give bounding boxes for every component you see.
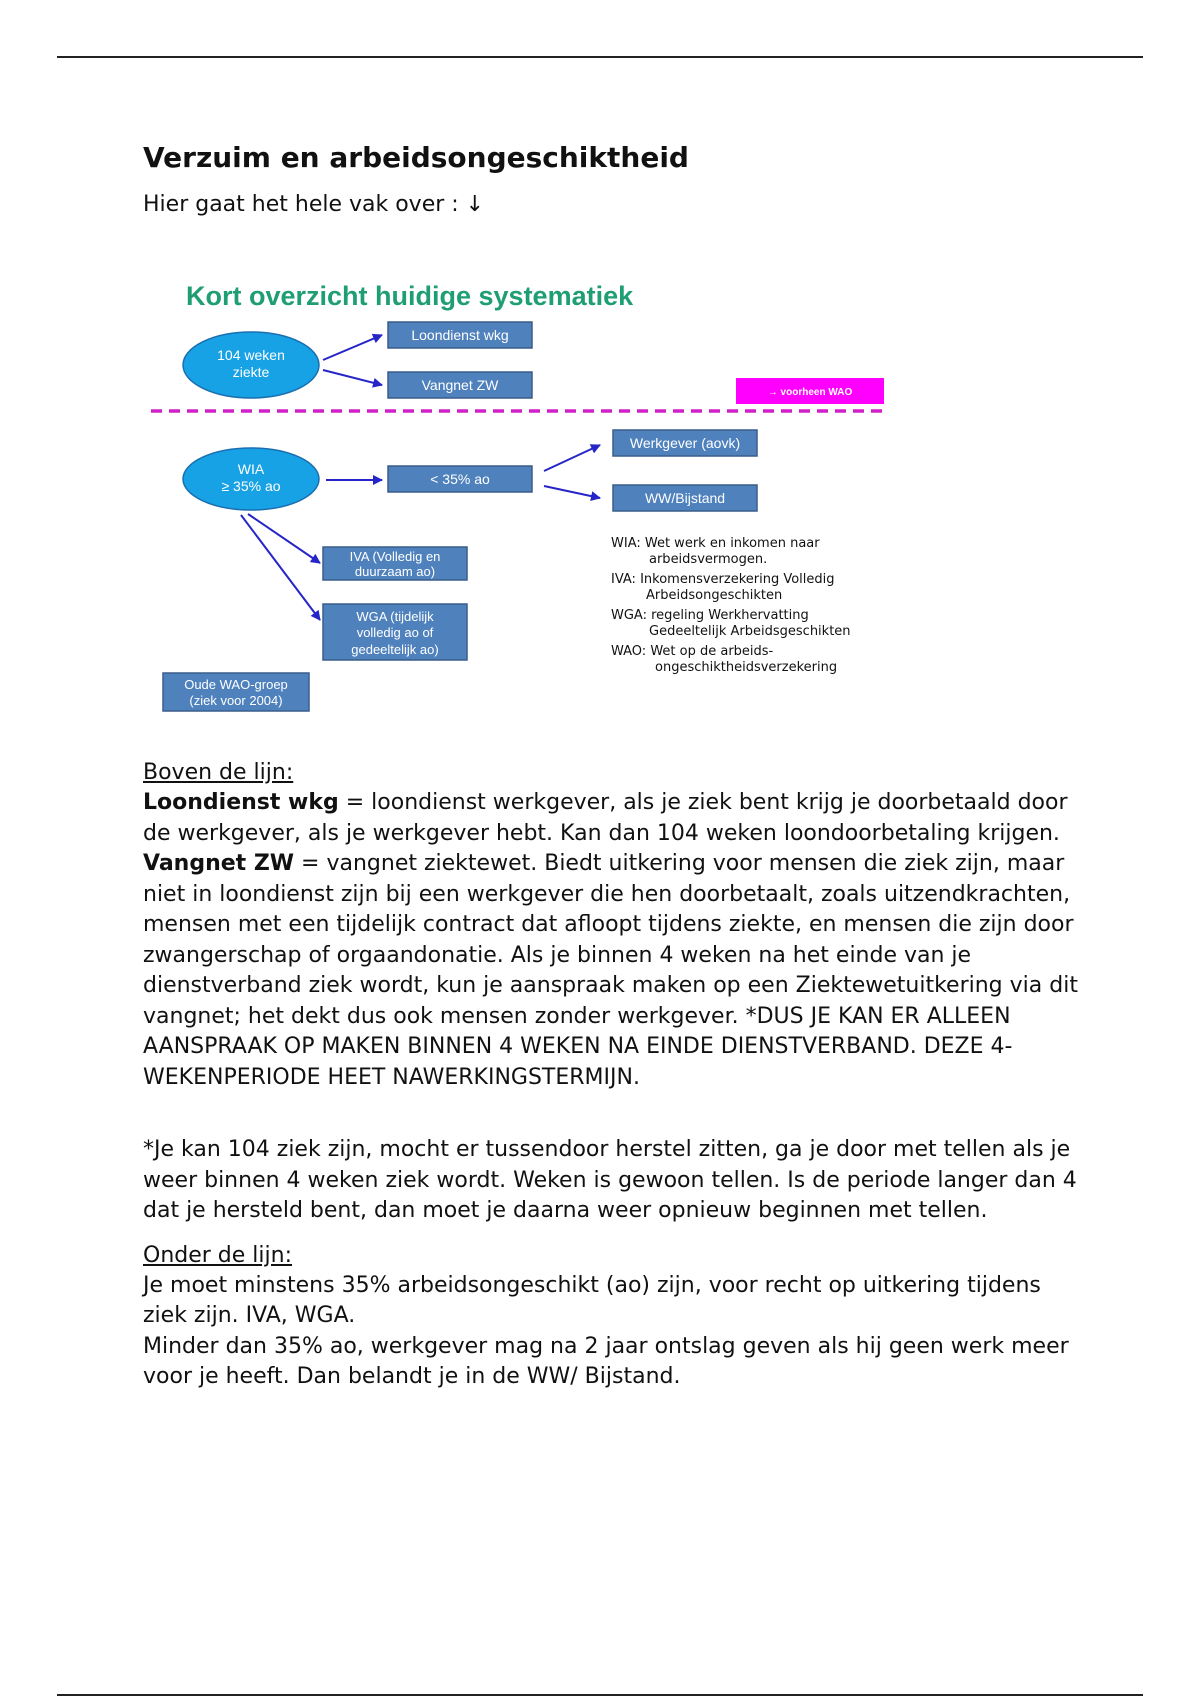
term-loondienst: Loondienst wkg [143,790,339,815]
box-oude-wao-line2: (ziek voor 2004) [189,693,283,708]
diagram-svg [146,272,906,742]
arrow-to-ww [544,486,600,498]
box-oude-wao-line1: Oude WAO-groep [184,677,288,692]
box-wga-line1: WGA (tijdelijk [356,609,434,624]
box-ww-label: WW/Bijstand [644,490,726,506]
overview-diagram [146,272,906,742]
box-lt35-label: < 35% ao [430,471,490,487]
legend-line-2: arbeidsvermogen. [649,552,768,567]
term-vangnet: Vangnet ZW [143,851,295,876]
loondienst-text: = loondienst werkgever, als je ziek bent krijg je doorbetaald door de werkgever, als je werkgever hebt. Kan dan 104 weken loondoorbetaling krijgen. [143,790,1068,846]
arrow-to-wga [241,515,320,620]
box-wga-line3: gedeeltelijk ao) [351,642,439,657]
arrow-to-vangnet [323,370,382,385]
section-onder-heading: Onder de lijn: [143,1242,292,1268]
ellipse-104-line1: 104 weken [217,347,285,363]
box-loondienst-label: Loondienst wkg [411,327,509,343]
vangnet-paragraph [143,849,1083,1093]
onder-paragraph-2: Minder dan 35% ao, werkgever mag na 2 jaar ontslag geven als hij geen werk meer voor je heeft. Dan belandt je in de WW/ Bijstand. [143,1333,1069,1389]
section-boven-heading: Boven de lijn: [143,760,294,785]
page-content [143,140,1083,1393]
vangnet-text: = vangnet ziektewet. Biedt uitkering voor mensen die ziek zijn, maar niet in loondienst zijn bij een werkgever die hen doorbetaalt, zoals uitzendkrachten, mensen met een tijdelijk contract dat afloopt tijdens ziekte, en mensen die zijn door zwangerschap of orgaandonatie. Als je binnen 4 weken na het einde van je dienstverband ziek wordt, kun je aanspraak maken op een Ziektewetuitkering via dit vangnet; het dekt dus ook mensen zonder werkgever. *DUS JE KAN ER ALLEEN AANSPRAAK OP MAKEN BINNEN 4 WEKEN NA EINDE DIENSTVERBAND. DEZE 4-WEKENPERIODE HEET NAWERKINGSTERMIJN. [143,851,1078,1090]
box-vangnet-label: Vangnet ZW [421,377,499,393]
legend-line-7: WAO: Wet op de arbeids- [611,644,774,659]
box-wga-line2: volledig ao of [356,625,434,640]
footer-rule [57,1694,1143,1696]
legend-line-1: WIA: Wet werk en inkomen naar [611,536,820,551]
legend-line-4: Arbeidsongeschikten [646,588,783,603]
box-iva-line1: IVA (Volledig en [349,549,441,564]
onder-paragraph-1: Je moet minstens 35% arbeidsongeschikt (ao) zijn, voor recht op uitkering tijdens ziek zijn. IVA, WGA. [143,1272,1041,1328]
arrow-to-loondienst [323,335,382,360]
box-iva-line2: duurzaam ao) [354,564,436,579]
diagram-title: Kort overzicht huidige systematiek [186,281,634,311]
ellipse-wia-line1: WIA [237,461,265,477]
box-werkgever-label: Werkgever (aovk) [629,435,741,451]
page-title: Verzuim en arbeidsongeschiktheid [143,141,689,174]
legend-line-8: ongeschiktheidsverzekering [655,660,838,675]
legend [611,536,851,675]
ellipse-wia-line2: ≥ 35% ao [221,478,281,494]
intro-text: Hier gaat het hele vak over : ↓ [143,192,485,217]
note-paragraph: *Je kan 104 ziek zijn, mocht er tussendoor herstel zitten, ga je door met tellen als je weer binnen 4 weken ziek wordt. Weken is gewoon tellen. Is de periode langer dan 4 dat je hersteld bent, dan moet je daarna weer opnieuw beginnen met tellen. [143,1137,1077,1223]
legend-line-6: Gedeeltelijk Arbeidsgeschikten [649,624,851,639]
arrow-to-werkgever [544,445,600,471]
magenta-tag-label: → voorheen WAO [767,387,853,398]
loondienst-paragraph [143,788,1083,849]
header-rule [57,56,1143,58]
legend-line-5: WGA: regeling Werkhervatting [611,608,809,623]
legend-line-3: IVA: Inkomensverzekering Volledig [611,572,835,587]
ellipse-104-line2: ziekte [232,364,270,380]
